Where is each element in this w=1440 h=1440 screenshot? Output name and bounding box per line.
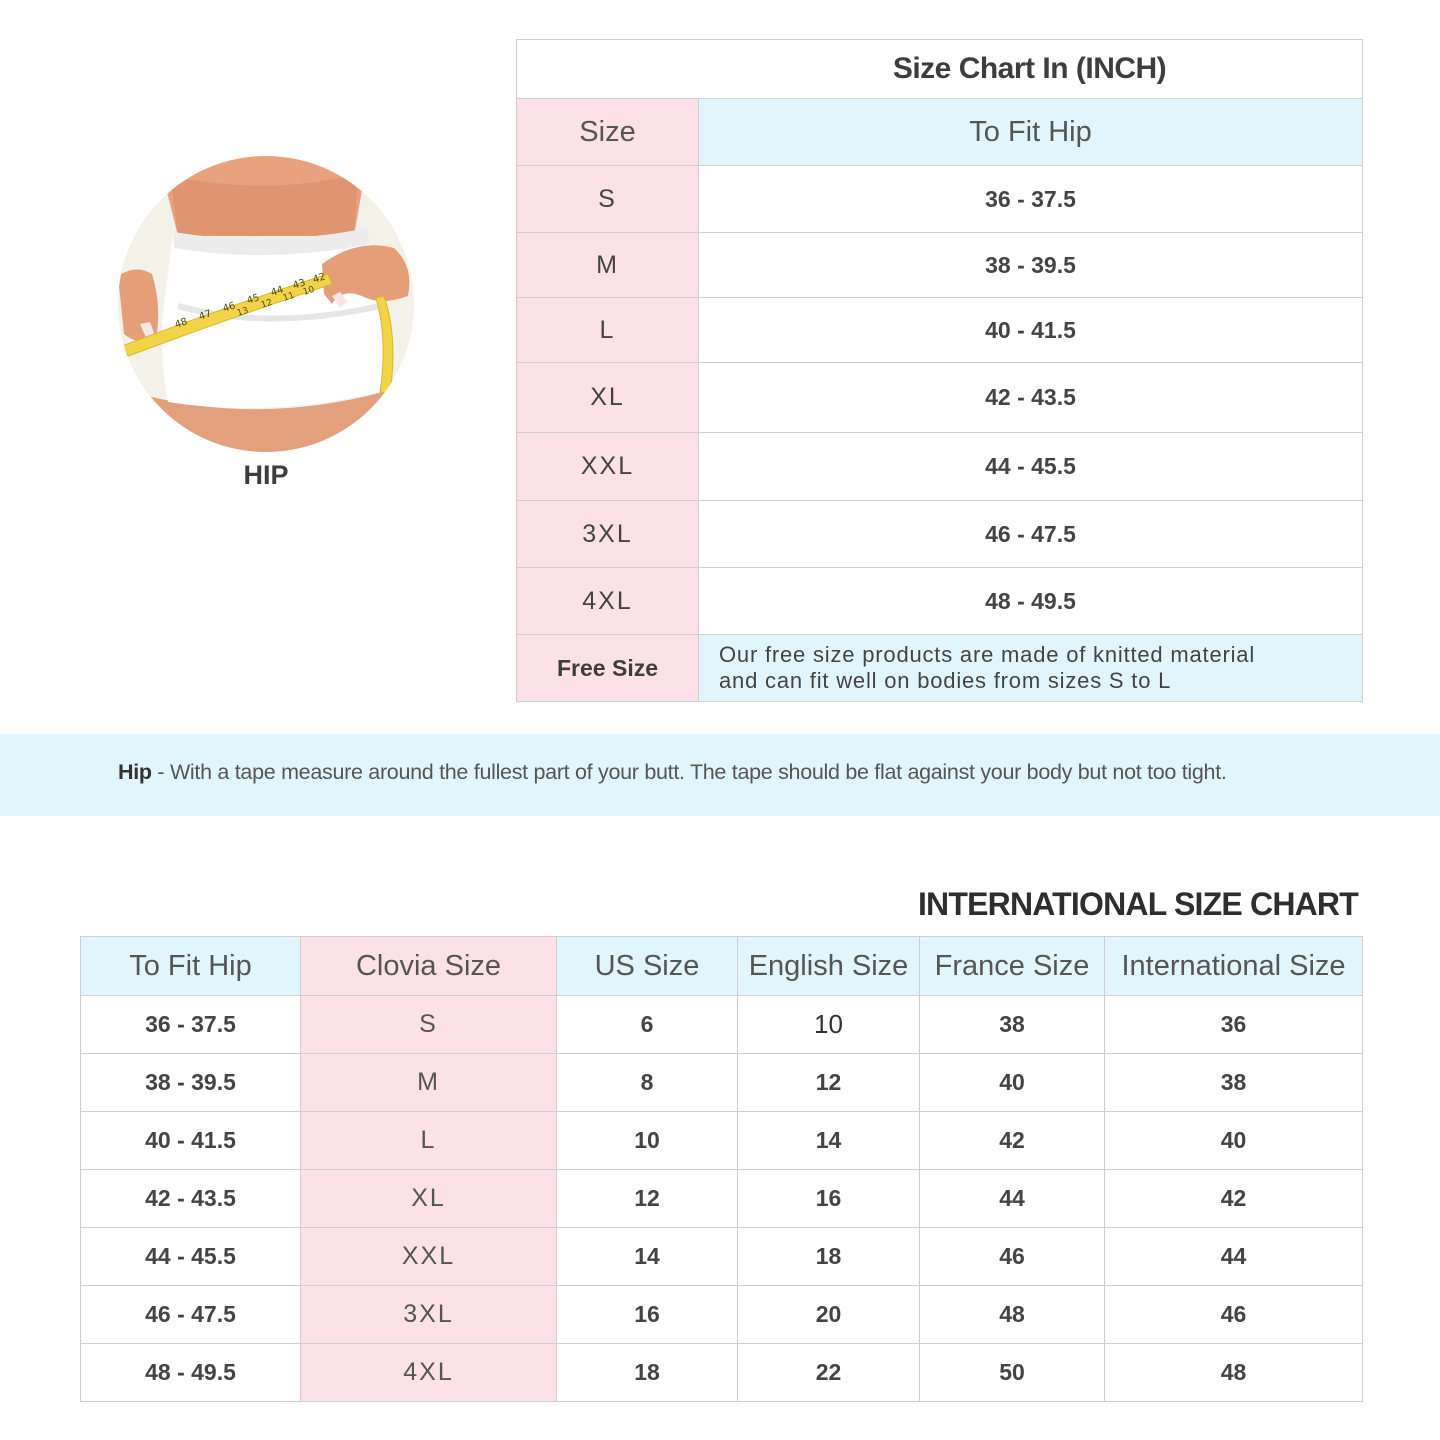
free-size-text-line: and can fit well on bodies from sizes S to L [719,668,1172,693]
column-header-international-size: International Size [1105,937,1363,996]
hip-range-cell: 46 - 47.5 [81,1286,301,1344]
size-cell: S [517,166,699,233]
column-header-to-fit-hip: To Fit Hip [81,937,301,996]
international-size-cell: 44 [1105,1228,1363,1286]
tape-mark: 44 [269,284,286,299]
tape-mark: 42 [311,271,328,286]
table-row [517,166,1363,233]
us-size-cell: 12 [557,1170,738,1228]
clovia-size-cell: S [301,996,557,1054]
inch-size-chart [516,39,1363,702]
hip-range-cell: 46 - 47.5 [699,501,1363,568]
table-row [81,1228,1363,1286]
english-size-cell: 12 [738,1054,920,1112]
clovia-size-cell: XXL [301,1228,557,1286]
hip-note-band [0,734,1440,816]
tape-mark-small: 12 [259,297,274,311]
intl-header-row [81,937,1363,996]
english-size-cell: 16 [738,1170,920,1228]
hip-label: HIP [243,460,289,490]
column-header-to-fit-hip: To Fit Hip [699,99,1363,166]
hip-range-cell: 38 - 39.5 [699,233,1363,298]
hip-note-term: Hip [118,760,152,784]
international-chart-title: INTERNATIONAL SIZE CHART [917,886,1358,922]
column-header-us-size: US Size [557,937,738,996]
hip-range-cell: 42 - 43.5 [81,1170,301,1228]
international-size-cell: 40 [1105,1112,1363,1170]
free-size-label: Free Size [517,635,699,702]
international-size-chart [80,936,1363,1402]
size-cell: M [517,233,699,298]
table-row [81,1170,1363,1228]
tape-mark: 48 [173,316,190,331]
tape-mark: 46 [221,300,238,315]
size-cell: 3XL [517,501,699,568]
inch-chart-title: Size Chart In (INCH) [517,40,1363,99]
english-size-cell: 18 [738,1228,920,1286]
size-cell: XL [517,363,699,433]
table-row [517,433,1363,501]
france-size-cell: 46 [920,1228,1105,1286]
international-size-cell: 48 [1105,1344,1363,1402]
france-size-cell: 50 [920,1344,1105,1402]
hip-measuring-figure [118,156,414,452]
hip-note [118,760,1227,785]
table-row [81,1112,1363,1170]
hip-range-cell: 40 - 41.5 [699,298,1363,363]
us-size-cell: 8 [557,1054,738,1112]
france-size-cell: 44 [920,1170,1105,1228]
france-size-cell: 40 [920,1054,1105,1112]
table-row [81,1344,1363,1402]
table-row [517,298,1363,363]
us-size-cell: 10 [557,1112,738,1170]
size-cell: 4XL [517,568,699,635]
table-row [517,568,1363,635]
hip-measurement-image [118,156,414,452]
free-size-row [517,635,1363,702]
clovia-size-cell: 3XL [301,1286,557,1344]
tape-mark-small: 10 [301,284,316,298]
table-row [517,233,1363,298]
us-size-cell: 16 [557,1286,738,1344]
column-header-france-size: France Size [920,937,1105,996]
hip-range-cell: 44 - 45.5 [81,1228,301,1286]
france-size-cell: 48 [920,1286,1105,1344]
table-row [81,1286,1363,1344]
table-row [81,1054,1363,1112]
hip-range-cell: 36 - 37.5 [81,996,301,1054]
tape-mark: 43 [291,277,308,292]
english-size-cell: 22 [738,1344,920,1402]
hip-note-text: - With a tape measure around the fullest part of your butt. The tape should be flat against your body but not too tight. [151,760,1227,784]
inch-chart-header-row [517,99,1363,166]
international-size-cell: 38 [1105,1054,1363,1112]
english-size-cell: 14 [738,1112,920,1170]
hip-range-cell: 44 - 45.5 [699,433,1363,501]
hip-range-cell: 38 - 39.5 [81,1054,301,1112]
size-cell: L [517,298,699,363]
tape-mark: 45 [245,292,262,307]
tape-mark-small: 11 [281,290,296,304]
tape-mark-small: 13 [235,305,250,319]
clovia-size-cell: XL [301,1170,557,1228]
hip-illustration [118,156,414,496]
column-header-size: Size [517,99,699,166]
us-size-cell: 18 [557,1344,738,1402]
clovia-size-cell: M [301,1054,557,1112]
free-size-text-line: Our free size products are made of knitted material [719,642,1256,667]
english-size-cell: 20 [738,1286,920,1344]
us-size-cell: 6 [557,996,738,1054]
size-cell: XXL [517,433,699,501]
free-size-description [699,635,1363,702]
column-header-clovia-size: Clovia Size [301,937,557,996]
table-row [517,501,1363,568]
france-size-cell: 42 [920,1112,1105,1170]
hip-range-cell: 40 - 41.5 [81,1112,301,1170]
column-header-english-size: English Size [738,937,920,996]
clovia-size-cell: L [301,1112,557,1170]
hip-range-cell: 48 - 49.5 [81,1344,301,1402]
hip-range-cell: 36 - 37.5 [699,166,1363,233]
us-size-cell: 14 [557,1228,738,1286]
international-size-cell: 36 [1105,996,1363,1054]
table-row [517,363,1363,433]
international-size-cell: 42 [1105,1170,1363,1228]
inch-chart-title-row [517,40,1363,99]
table-row [81,996,1363,1054]
hip-range-cell: 48 - 49.5 [699,568,1363,635]
international-size-cell: 46 [1105,1286,1363,1344]
english-size-cell: 10 [738,996,920,1054]
hip-range-cell: 42 - 43.5 [699,363,1363,433]
tape-mark: 47 [197,308,214,323]
clovia-size-cell: 4XL [301,1344,557,1402]
france-size-cell: 38 [920,996,1105,1054]
